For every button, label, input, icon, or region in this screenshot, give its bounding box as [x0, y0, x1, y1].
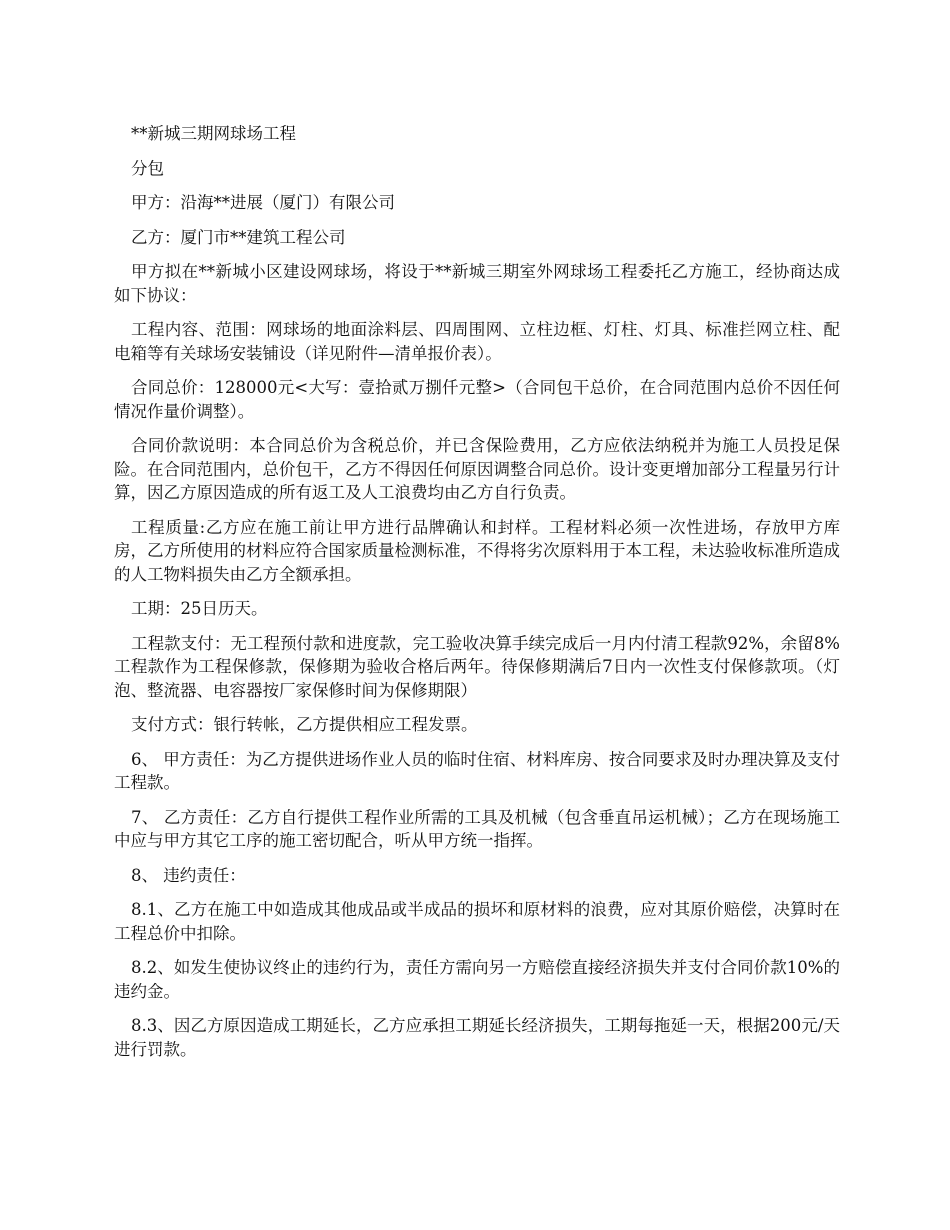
clause-price-notes: 合同价款说明：本合同总价为含税总价，并已含保险费用，乙方应依法纳税并为施工人员投足保险。在合同范围内，总价包干，乙方不得因任何原因调整合同总价。设计变更增加部分工程量另行计算，因乙方原因造成的所有返工及人工浪费均由乙方自行负责。 — [114, 436, 840, 502]
contract-body — [114, 122, 840, 1072]
project-title: **新城三期网球场工程 — [131, 124, 296, 143]
clause-breach-8-3: 8.3、因乙方原因造成工期延长，乙方应承担工期延长经济损失，工期每拖延一天，根据200元/天进行罚款。 — [114, 1016, 840, 1059]
clause-scope: 工程内容、范围：网球场的地面涂料层、四周围网、立柱边框、灯柱、灯具、标准拦网立柱、配电箱等有关球场安装铺设（详见附件—清单报价表）。 — [114, 320, 840, 363]
clause-payment-method: 支付方式：银行转帐，乙方提供相应工程发票。 — [131, 715, 478, 734]
party-b: 乙方：厦门市**建筑工程公司 — [131, 227, 346, 247]
clause-breach-heading: 8、 违约责任： — [131, 865, 246, 885]
clause-breach-8-1: 8.1、乙方在施工中如造成其他成品或半成品的损坏和原材料的浪费，应对其原价赔偿，决算时在工程总价中扣除。 — [114, 900, 840, 943]
clause-breach-8-2: 8.2、如发生使协议终止的违约行为，责任方需向另一方赔偿直接经济损失并支付合同价款10%的违约金。 — [114, 958, 840, 1001]
clause-party-b-duties: 7、 乙方责任：乙方自行提供工程作业所需的工具及机械（包含垂直吊运机械）；乙方在现场施工中应与甲方其它工序的施工密切配合，听从甲方统一指挥。 — [114, 807, 840, 850]
clause-total-price: 合同总价：128000元<大写：壹拾贰万捌仟元整>（合同包干总价，在合同范围内总价不因任何情况作量价调整）。 — [114, 378, 840, 421]
party-a: 甲方：沿海**进展（厦门）有限公司 — [131, 193, 395, 212]
clause-payment: 工程款支付：无工程预付款和进度款，完工验收决算手续完成后一月内付清工程款92%，余留8%工程款作为工程保修款，保修期为验收合格后两年。待保修期满后7日内一次性支付保修款项。（灯泡、整流器、电容器按厂家保修时间为保修期限） — [114, 633, 840, 700]
clause-party-a-duties: 6、 甲方责任：为乙方提供进场作业人员的临时住宿、材料库房、按合同要求及时办理决算及支付工程款。 — [114, 749, 840, 792]
clause-quality: 工程质量:乙方应在施工前让甲方进行品牌确认和封样。工程材料必须一次性进场，存放甲方库房，乙方所使用的材料应符合国家质量检测标准，不得将劣次原料用于本工程，未达验收标准所造成的人工物料损失由乙方全额承担。 — [114, 517, 840, 584]
contract-type: 分包 — [131, 158, 164, 178]
clause-duration: 工期：25日历天。 — [131, 599, 268, 618]
preamble: 甲方拟在**新城小区建设网球场，将设于**新城三期室外网球场工程委托乙方施工，经协商达成如下协议： — [114, 262, 840, 305]
